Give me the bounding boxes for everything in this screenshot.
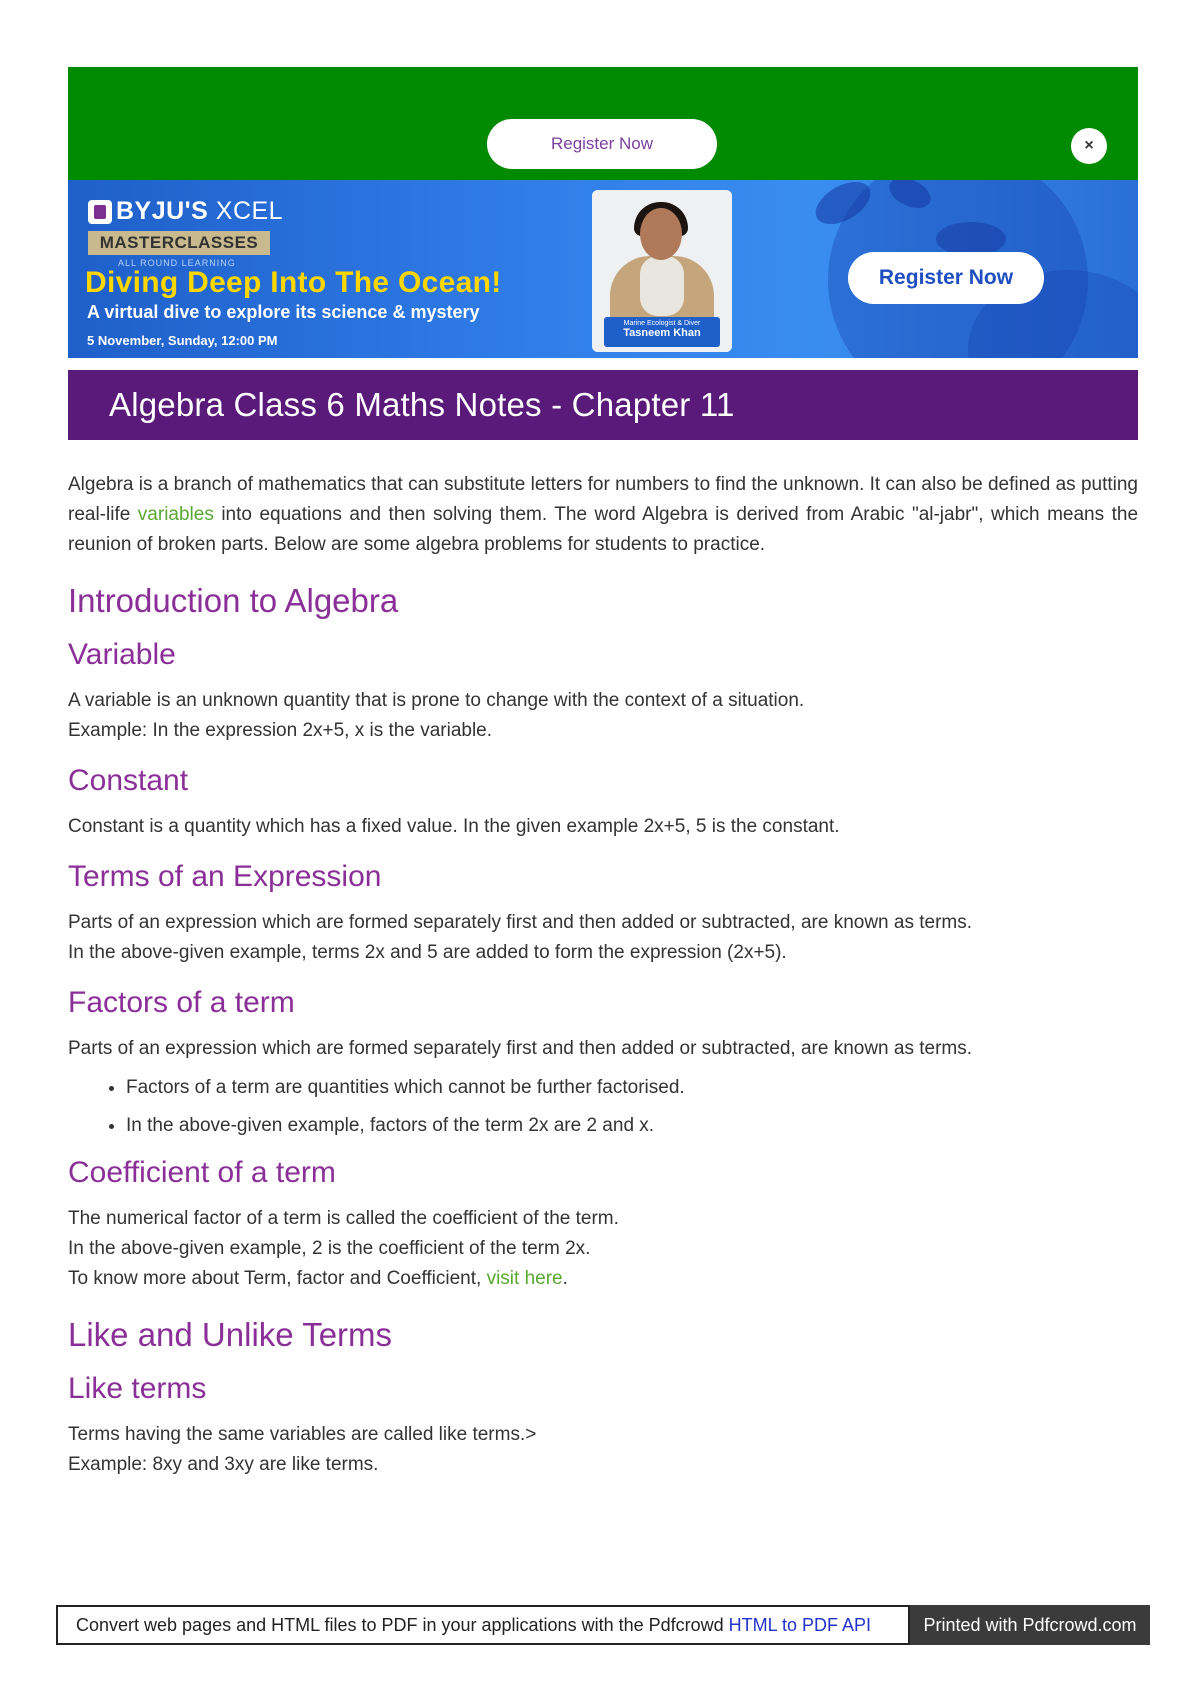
- page: [68, 67, 1138, 1480]
- coefficient-text: The numerical factor of a term is called the coefficient of the term. In the above-given example, 2 is the coefficient of the term 2x. To know more about Term, factor and Coefficient, visit here.: [68, 1208, 619, 1289]
- banner-date: 5 November, Sunday, 12:00 PM: [87, 333, 278, 348]
- variables-link[interactable]: variables: [137, 504, 214, 525]
- section-heading-like-unlike: Like and Unlike Terms: [68, 1316, 393, 1353]
- variable-text: A variable is an unknown quantity that is prone to change with the context of a situation. Example: In the expression 2x+5, x is the variable.: [68, 690, 805, 741]
- html-to-pdf-api-link[interactable]: HTML to PDF API: [728, 1614, 872, 1635]
- terms-text: Parts of an expression which are formed separately first and then added or subtracted, are known as terms. In the above-given example, terms 2x and 5 are added to form the expression (2x+5).: [68, 912, 973, 963]
- intro-paragraph: Algebra is a branch of mathematics that can substitute letters for numbers to find the unknown. It can also be defined as putting real-life variables into equations and then solving them. The word Algebra is derived from Arabic "al-jabr", which means the reunion of broken parts. Below are some algebra problems for students to practice.: [68, 474, 1139, 555]
- speaker-role: Marine Ecologist & Diver: [623, 320, 701, 327]
- brand-name: BYJU'S XCEL: [116, 197, 284, 225]
- speaker-label: [604, 317, 720, 347]
- factors-list: [126, 1076, 1138, 1138]
- subheading-factors: Factors of a term: [68, 986, 295, 1019]
- list-item: • In the above-given example, factors of the term 2x are 2 and x.: [126, 1114, 1138, 1138]
- list-item: • Factors of a term are quantities which cannot be further factorised.: [126, 1076, 1138, 1100]
- speaker-name: Tasneem Khan: [623, 327, 701, 339]
- banner-register-button[interactable]: Register Now: [848, 252, 1044, 304]
- small-tagline: ALL ROUND LEARNING: [118, 258, 236, 268]
- masterclasses-tag: MASTERCLASSES: [88, 231, 270, 255]
- banner-subtitle: A virtual dive to explore its science & mystery: [87, 302, 480, 322]
- footer-text: Convert web pages and HTML files to PDF in your applications with the Pdfcrowd HTML to PDF API: [56, 1605, 910, 1645]
- section-heading-introduction: Introduction to Algebra: [68, 582, 399, 619]
- subheading-terms: Terms of an Expression: [68, 860, 382, 893]
- pdf-footer: [56, 1605, 1150, 1645]
- article-body: [68, 440, 1138, 1480]
- constant-text: Constant is a quantity which has a fixed value. In the given example 2x+5, 5 is the constant.: [68, 816, 840, 837]
- page-title-bar: [68, 370, 1138, 440]
- banner-title: Diving Deep Into The Ocean!: [85, 266, 502, 299]
- subheading-like-terms: Like terms: [68, 1372, 207, 1405]
- byjus-logo-icon: [88, 200, 112, 224]
- brand-logo: [88, 197, 283, 226]
- like-terms-text: Terms having the same variables are called like terms.> Example: 8xy and 3xy are like terms.: [68, 1424, 537, 1475]
- factors-text: Parts of an expression which are formed separately first and then added or subtracted, are known as terms.: [68, 1038, 973, 1059]
- subheading-constant: Constant: [68, 764, 189, 797]
- speaker-photo: [592, 190, 732, 352]
- register-now-button[interactable]: Register Now: [487, 119, 717, 169]
- close-icon[interactable]: ×: [1071, 128, 1107, 164]
- subheading-coefficient: Coefficient of a term: [68, 1156, 336, 1189]
- fish-icon: [936, 222, 1006, 256]
- visit-here-link[interactable]: visit here: [486, 1268, 563, 1289]
- top-promo-bar: [68, 67, 1138, 180]
- page-title: Algebra Class 6 Maths Notes - Chapter 11: [109, 386, 735, 423]
- footer-printed-with[interactable]: Printed with Pdfcrowd.com: [910, 1605, 1150, 1645]
- subheading-variable: Variable: [68, 638, 176, 671]
- masterclass-banner[interactable]: [68, 180, 1138, 358]
